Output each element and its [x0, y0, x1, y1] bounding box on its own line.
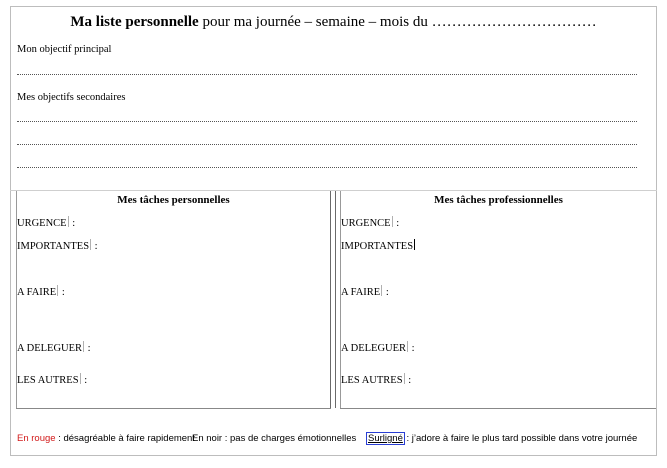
- main-objective-label: Mon objectif principal: [17, 44, 112, 55]
- main-objective-line[interactable]: [17, 74, 637, 75]
- personal-les-autres[interactable]: LES AUTRES :: [17, 375, 88, 386]
- professional-tasks-heading: Mes tâches professionnelles: [434, 194, 563, 206]
- legend-red: En rouge : désagréable à faire rapidement: [17, 433, 195, 444]
- center-divider: [335, 191, 336, 408]
- left-column-bottom: [16, 408, 331, 409]
- legend-black: En noir : pas de charges émotionnelles: [192, 433, 357, 444]
- right-column-bottom: [340, 408, 656, 409]
- secondary-objective-line-2[interactable]: [17, 144, 637, 145]
- legend-underline: Surligné : j’adore à faire le plus tard possible dans votre journée: [368, 433, 638, 444]
- legend-red-label: En rouge: [17, 433, 56, 444]
- professional-a-faire[interactable]: A FAIRE :: [341, 287, 389, 298]
- page-title: [0, 14, 667, 31]
- secondary-objectives-label: Mes objectifs secondaires: [17, 92, 126, 103]
- section-divider: [10, 190, 657, 191]
- professional-urgence[interactable]: URGENCE :: [341, 218, 400, 229]
- professional-les-autres[interactable]: LES AUTRES :: [341, 375, 412, 386]
- legend-underline-label: Surligné: [368, 433, 403, 444]
- title-rest: pour ma journée – semaine – mois du: [198, 14, 432, 30]
- personal-importantes[interactable]: IMPORTANTES :: [17, 241, 98, 252]
- personal-a-deleguer[interactable]: A DELEGUER :: [17, 343, 91, 354]
- title-bold: Ma liste personnelle: [70, 14, 199, 30]
- title-date-dots: ……………………………: [431, 14, 597, 30]
- left-column-right-border: [330, 191, 331, 408]
- professional-importantes[interactable]: IMPORTANTES: [341, 241, 414, 252]
- personal-urgence[interactable]: URGENCE :: [17, 218, 76, 229]
- personal-a-faire[interactable]: A FAIRE :: [17, 287, 65, 298]
- professional-a-deleguer[interactable]: A DELEGUER :: [341, 343, 415, 354]
- secondary-objective-line-3[interactable]: [17, 167, 637, 168]
- personal-tasks-heading: Mes tâches personnelles: [117, 194, 230, 206]
- secondary-objective-line-1[interactable]: [17, 121, 637, 122]
